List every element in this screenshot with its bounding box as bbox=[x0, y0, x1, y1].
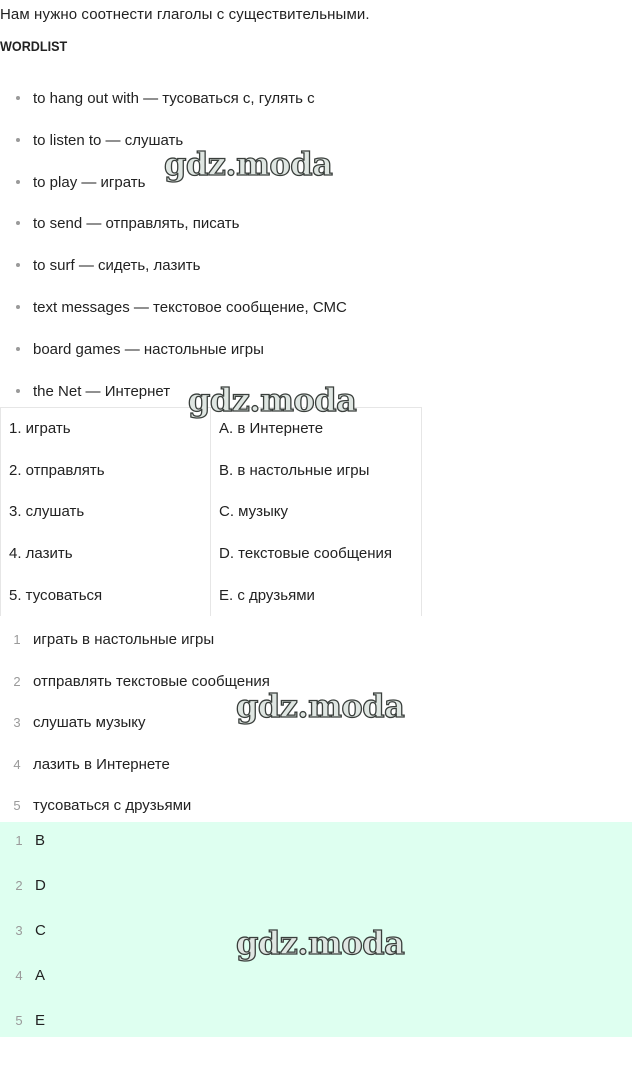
verb-cell: 4. лазить bbox=[1, 533, 211, 575]
answer-item bbox=[0, 957, 632, 1002]
wordlist-item-text: board games — настольные игры bbox=[33, 340, 264, 358]
phrase-text: отправлять текстовые сообщения bbox=[33, 672, 270, 690]
item-number: 3 bbox=[15, 923, 23, 938]
answer-item bbox=[0, 822, 632, 867]
answer-letter: B bbox=[35, 832, 46, 849]
wordlist-item bbox=[0, 203, 347, 245]
bullet-icon bbox=[16, 221, 20, 225]
phrase-list bbox=[0, 619, 270, 827]
wordlist-item-text: to listen to — слушать bbox=[33, 131, 184, 149]
list-item bbox=[0, 744, 270, 786]
answer-item bbox=[0, 1002, 632, 1047]
answer-item bbox=[0, 867, 632, 912]
verb-cell: 1. играть bbox=[1, 408, 211, 450]
item-number: 4 bbox=[13, 756, 21, 772]
verb-cell: 3. слушать bbox=[1, 491, 211, 533]
table-row bbox=[1, 533, 422, 575]
bullet-icon bbox=[16, 347, 20, 351]
bullet-icon bbox=[16, 305, 20, 309]
wordlist-item-text: to send — отправлять, писать bbox=[33, 215, 240, 233]
noun-cell: E. с друзьями bbox=[211, 574, 422, 616]
bullet-icon bbox=[16, 96, 20, 100]
list-item bbox=[0, 661, 270, 703]
list-item bbox=[0, 785, 270, 827]
watermark-logo: gdz.moda bbox=[188, 381, 357, 419]
wordlist-item bbox=[0, 78, 347, 120]
item-number: 1 bbox=[13, 632, 21, 647]
bullet-icon bbox=[16, 389, 20, 393]
noun-cell: D. текстовые сообщения bbox=[211, 533, 422, 575]
noun-cell: C. музыку bbox=[211, 491, 422, 533]
wordlist-item-text: to surf — сидеть, лазить bbox=[33, 257, 201, 275]
wordlist-heading: WORDLIST bbox=[0, 38, 68, 54]
phrase-text: слушать музыку bbox=[33, 714, 146, 732]
item-number: 2 bbox=[13, 673, 21, 689]
phrase-text: играть в настольные игры bbox=[33, 631, 215, 648]
item-number: 2 bbox=[15, 878, 23, 893]
item-number: 3 bbox=[13, 715, 21, 731]
wordlist-item-text: to hang out with — тусоваться с, гулять с bbox=[33, 90, 315, 107]
wordlist-item-text: to play — играть bbox=[33, 173, 146, 191]
bullet-icon bbox=[16, 263, 20, 267]
wordlist-item bbox=[0, 329, 347, 371]
watermark-logo: gdz.moda bbox=[236, 924, 405, 962]
verb-cell: 5. тусоваться bbox=[1, 574, 211, 616]
noun-cell: A. в Интернете bbox=[211, 408, 422, 450]
list-item bbox=[0, 702, 270, 744]
item-number: 4 bbox=[15, 968, 23, 983]
answer-letter: C bbox=[35, 922, 46, 939]
verb-cell: 2. отправлять bbox=[1, 450, 211, 492]
answer-letter: A bbox=[35, 967, 46, 984]
intro-text: Нам нужно соотнести глаголы с существительными. bbox=[0, 6, 370, 23]
wordlist-item-text: text messages — текстовое сообщение, СМС bbox=[33, 298, 347, 316]
matching-table bbox=[0, 407, 422, 616]
table-row bbox=[1, 450, 422, 492]
phrase-text: лазить в Интернете bbox=[33, 755, 170, 773]
answer-letter: E bbox=[35, 1012, 46, 1029]
noun-cell: B. в настольные игры bbox=[211, 450, 422, 492]
bullet-icon bbox=[16, 180, 20, 184]
answer-letter: D bbox=[35, 877, 46, 894]
wordlist-item-text: the Net — Интернет bbox=[33, 382, 171, 400]
table-row bbox=[1, 574, 422, 616]
wordlist bbox=[0, 78, 347, 412]
item-number: 1 bbox=[15, 833, 23, 848]
bullet-icon bbox=[16, 138, 20, 142]
phrase-text: тусоваться с друзьями bbox=[33, 797, 192, 815]
item-number: 5 bbox=[15, 1013, 23, 1028]
wordlist-item bbox=[0, 287, 347, 329]
watermark-logo: gdz.moda bbox=[236, 687, 405, 725]
wordlist-item bbox=[0, 245, 347, 287]
list-item bbox=[0, 619, 270, 661]
table-row bbox=[1, 491, 422, 533]
watermark-logo: gdz.moda bbox=[164, 145, 333, 183]
item-number: 5 bbox=[13, 798, 21, 814]
